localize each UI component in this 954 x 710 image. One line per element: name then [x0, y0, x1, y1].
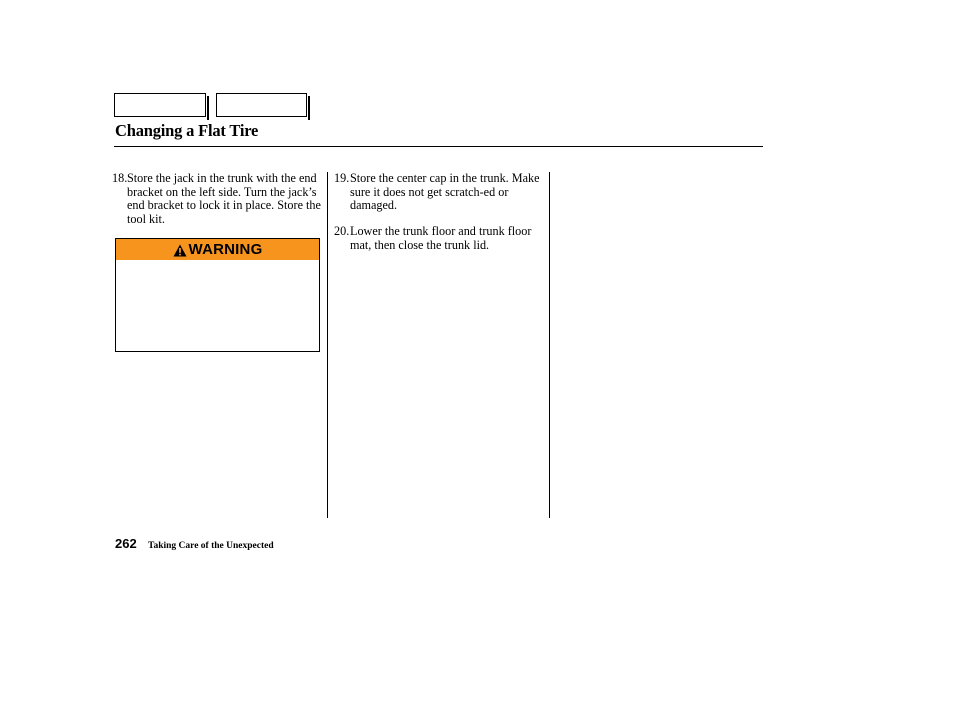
warning-triangle-icon	[173, 244, 187, 257]
page-number: 262	[115, 536, 137, 551]
step-18	[112, 172, 322, 226]
column-divider-2	[549, 172, 550, 518]
step-text: Store the center cap in the trunk. Make sure it does not get scratch-ed or damaged.	[350, 171, 540, 213]
title-divider	[114, 146, 763, 147]
step-number: 19.	[334, 171, 350, 185]
step-number: 20.	[334, 224, 350, 238]
step-number: 18.	[112, 171, 128, 185]
footer-section-title: Taking Care of the Unexpected	[148, 541, 274, 551]
step-19	[334, 172, 540, 213]
step-20	[334, 225, 540, 252]
page-title: Changing a Flat Tire	[115, 121, 259, 140]
step-text: Store the jack in the trunk with the end bracket on the left side. Turn the jack’s end bracket to lock it in place. Store the tool kit.	[127, 171, 321, 226]
warning-label: WARNING	[188, 241, 263, 258]
column-divider-1	[327, 172, 328, 518]
step-text: Lower the trunk floor and trunk floor mat, then close the trunk lid.	[350, 224, 532, 252]
warning-header	[116, 239, 319, 260]
warning-box	[115, 238, 320, 352]
header-tab-box-2	[216, 93, 307, 117]
header-tab-box-1	[114, 93, 206, 117]
